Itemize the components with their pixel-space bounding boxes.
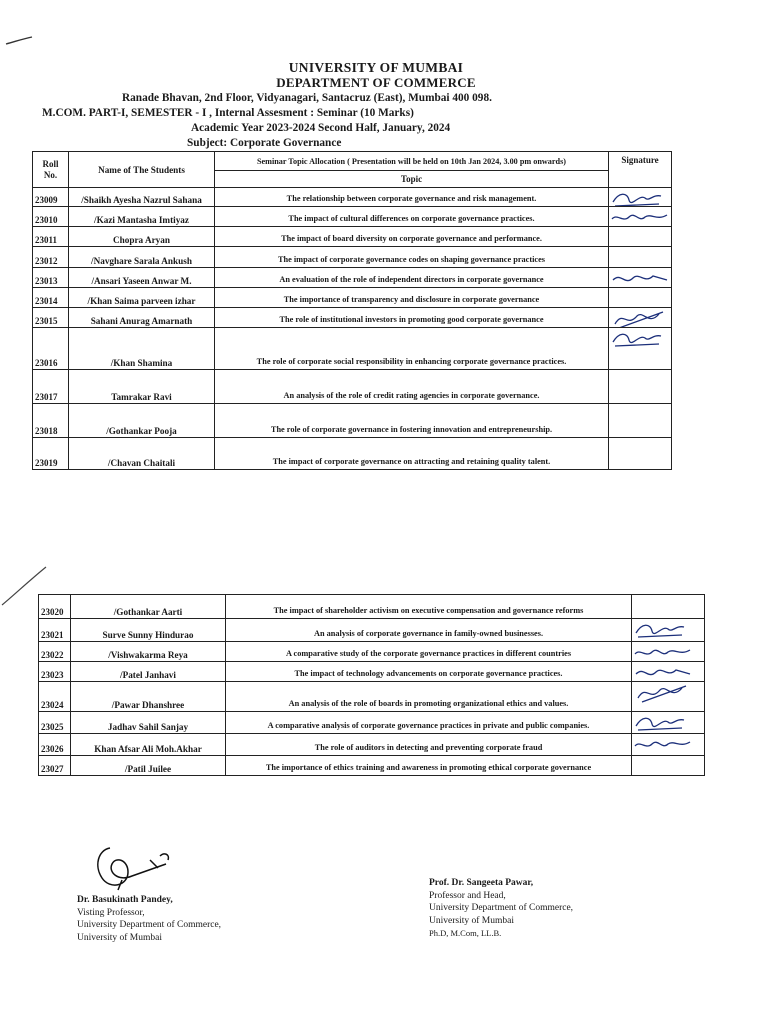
topic-cell: The role of institutional investors in promoting good corporate governance [215,308,609,328]
handwritten-signature [609,328,671,352]
signature-cell [609,438,672,470]
name-cell: /Vishwakarma Reya [71,642,226,662]
roll-cell: 23025 [39,712,71,734]
signature-cell [632,682,705,712]
roll-cell: 23011 [33,227,69,247]
roll-cell: 23021 [39,619,71,642]
signature-cell [632,712,705,734]
handwritten-signature [632,662,694,682]
signature-cell [609,288,672,308]
name-header: Name of The Students [69,152,215,188]
table-row [33,207,672,227]
table-row [39,756,705,776]
table-row [33,288,672,308]
table-row [39,682,705,712]
table-row [33,247,672,268]
table-row [33,404,672,438]
roll-cell: 23010 [33,207,69,227]
signature-cell [609,207,672,227]
roll-cell: 23015 [33,308,69,328]
signatory-right [429,877,573,940]
topic-cell: The role of corporate social responsibility in enhancing corporate governance practices. [215,328,609,370]
university-title: UNIVERSITY OF MUMBAI [288,60,464,75]
roll-cell: 23017 [33,370,69,404]
academic-year-line: Academic Year 2023-2024 Second Half, January, 2024 [191,122,451,134]
roll-cell: 23023 [39,662,71,682]
signatory-right-name: Prof. Dr. Sangeeta Pawar, [429,878,534,888]
handwritten-signature [632,642,694,662]
signature-cell [632,734,705,756]
subject-line: Subject: Corporate Governance [187,137,342,149]
table-row [39,712,705,734]
handwritten-signature [609,308,671,328]
signatory-right-title: Professor and Head, [429,890,506,901]
signatory-left-dept: University Department of Commerce, [77,920,222,930]
signature-cell [632,642,705,662]
topic-cell: The importance of transparency and disclosure in corporate governance [215,288,609,308]
signature-cell [632,619,705,642]
signatory-left-title: Visting Professor, [77,907,145,918]
name-cell: /Patel Janhavi [71,662,226,682]
name-cell: /Ansari Yaseen Anwar M. [69,268,215,288]
signatory-left-univ: University of Mumbai [77,932,162,943]
signature-header: Signature [609,152,672,188]
topic-cell: The impact of technology advancements on corporate governance practices. [226,662,632,682]
signature-cell [632,662,705,682]
name-cell: /Shaikh Ayesha Nazrul Sahana [69,188,215,207]
topic-cell: The role of corporate governance in fostering innovation and entrepreneurship. [215,404,609,438]
table-row [39,642,705,662]
topic-cell: An analysis of the role of boards in promoting organizational ethics and values. [226,682,632,712]
handwritten-signature [632,682,694,706]
roll-header: Roll No. [33,152,69,188]
table-row [33,227,672,247]
name-cell: Khan Afsar Ali Moh.Akhar [71,734,226,756]
handwritten-signature [632,712,694,734]
name-cell: /Chavan Chaitali [69,438,215,470]
name-cell: Sahani Anurag Amarnath [69,308,215,328]
roll-cell: 23026 [39,734,71,756]
handwritten-signature [632,734,694,756]
name-cell: /Gothankar Pooja [69,404,215,438]
name-cell: /Gothankar Aarti [71,595,226,619]
signature-cell [609,370,672,404]
signatory-right-dept: University Department of Commerce, [429,903,574,913]
roll-cell: 23018 [33,404,69,438]
topic-cell: An evaluation of the role of independent directors in corporate governance [215,268,609,288]
signature-cell [609,227,672,247]
signatory-right-degrees: Ph.D, M.Com, LL.B. [429,928,502,938]
name-cell: /Navghare Sarala Ankush [69,247,215,268]
topic-cell: The importance of ethics training and awareness in promoting ethical corporate governance [226,756,632,776]
name-cell: /Khan Saima parveen izhar [69,288,215,308]
signature-cell [632,595,705,619]
name-cell: Surve Sunny Hindurao [71,619,226,642]
handwritten-signature [609,188,671,207]
handwritten-signature [609,268,671,288]
topic-cell: The impact of corporate governance codes on shaping governance practices [215,247,609,268]
topic-header: Topic [215,171,609,188]
roll-cell: 23027 [39,756,71,776]
roll-cell: 23024 [39,682,71,712]
roll-cell: 23022 [39,642,71,662]
topic-cell: A comparative analysis of corporate governance practices in private and public companies. [226,712,632,734]
signature-cell [609,404,672,438]
name-cell: /Pawar Dhanshree [71,682,226,712]
table-row [33,438,672,470]
table-row [33,370,672,404]
topic-cell: A comparative study of the corporate governance practices in different countries [226,642,632,662]
signature-cell [609,328,672,370]
department-title: DEPARTMENT OF COMMERCE [276,75,476,90]
table-row [33,328,672,370]
signature-pandey [88,842,178,894]
topic-cell: An analysis of corporate governance in family-owned businesses. [226,619,632,642]
roll-cell: 23012 [33,247,69,268]
name-cell: /Khan Shamina [69,328,215,370]
table-row [33,188,672,207]
signature-cell [609,308,672,328]
table-row [39,662,705,682]
topic-cell: The role of auditors in detecting and preventing corporate fraud [226,734,632,756]
table-row [39,619,705,642]
table-row [39,734,705,756]
table-row [33,308,672,328]
name-cell: /Kazi Mantasha Imtiyaz [69,207,215,227]
signature-cell [609,247,672,268]
signatory-left-name: Dr. Basukinath Pandey, [77,895,173,905]
roll-cell: 23009 [33,188,69,207]
address-line: Ranade Bhavan, 2nd Floor, Vidyanagari, Santacruz (East), Mumbai 400 098. [122,92,492,104]
roll-cell: 23016 [33,328,69,370]
name-cell: Jadhav Sahil Sanjay [71,712,226,734]
topic-cell: The impact of shareholder activism on executive compensation and governance reforms [226,595,632,619]
signature-cell [609,268,672,288]
signature-cell [632,756,705,776]
handwritten-signature [609,207,671,227]
name-cell: Tamrakar Ravi [69,370,215,404]
table-row [33,268,672,288]
topic-cell: An analysis of the role of credit rating agencies in corporate governance. [215,370,609,404]
roll-cell: 23014 [33,288,69,308]
signatory-right-univ: University of Mumbai [429,915,514,926]
signatory-left [77,894,221,944]
allocation-header: Seminar Topic Allocation ( Presentation will be held on 10th Jan 2024, 3.00 pm onwards) [215,152,609,171]
name-cell: Chopra Aryan [69,227,215,247]
topic-cell: The impact of corporate governance on attracting and retaining quality talent. [215,438,609,470]
seminar-table-page1 [32,151,672,470]
roll-cell: 23020 [39,595,71,619]
handwritten-signature [632,619,694,642]
name-cell: /Patil Juilee [71,756,226,776]
signature-cell [609,188,672,207]
topic-cell: The impact of cultural differences on corporate governance practices. [215,207,609,227]
course-line: M.COM. PART-I, SEMESTER - I , Internal Assesment : Seminar (10 Marks) [42,107,414,119]
topic-cell: The relationship between corporate governance and risk management. [215,188,609,207]
table-row [39,595,705,619]
roll-cell: 23013 [33,268,69,288]
roll-cell: 23019 [33,438,69,470]
pen-mark [4,34,34,48]
topic-cell: The impact of board diversity on corporate governance and performance. [215,227,609,247]
seminar-table-page2 [38,594,705,776]
